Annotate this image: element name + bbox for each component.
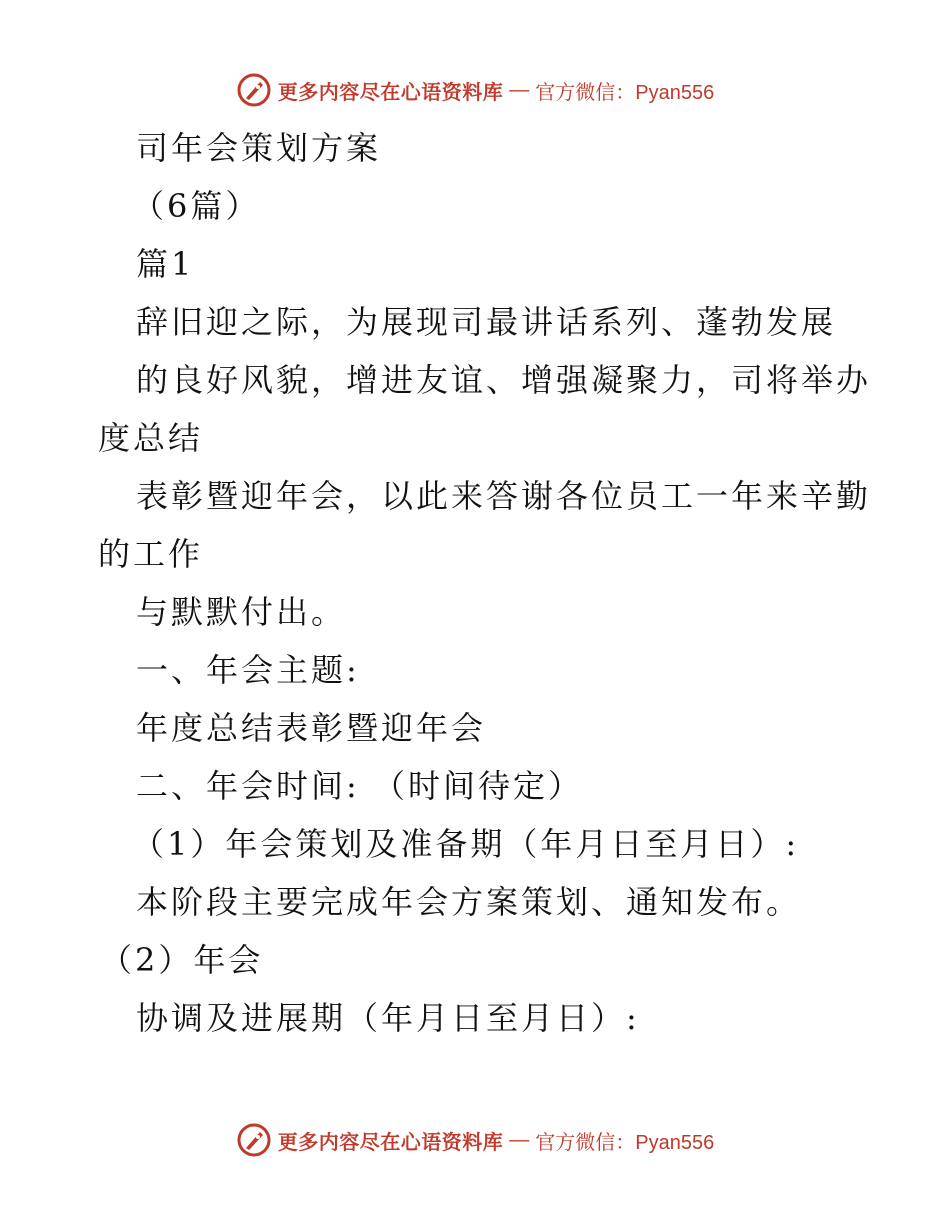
paragraph-line: 本阶段主要完成年会方案策划、通知发布。 — [136, 883, 802, 921]
pen-nib-logo-icon — [236, 72, 272, 108]
watermark-site-text: 更多内容尽在心语资料库 — [277, 1129, 504, 1154]
paragraph-line: （2）年会 — [100, 941, 264, 979]
footer-watermark — [0, 1120, 950, 1160]
paragraph-line: 协调及进展期（年月日至月日）: — [136, 999, 640, 1037]
watermark-dash: — — [509, 78, 530, 101]
paragraph-line: 表彰暨迎年会，以此来答谢各位员工一年来辛勤 — [136, 477, 872, 515]
watermark-dash: — — [509, 1128, 530, 1151]
paragraph-line: 辞旧迎之际，为展现司最讲话系列、蓬勃发展 — [136, 303, 837, 341]
watermark-contact-text: 官方微信：Pyan556 — [535, 81, 715, 104]
watermark-contact-text: 官方微信：Pyan556 — [535, 1131, 715, 1154]
pen-nib-logo-icon — [236, 1122, 272, 1158]
paragraph-line: 的良好风貌，增进友谊、增强凝聚力，司将举办 — [136, 361, 872, 399]
subheading-line: 二、年会时间: （时间待定） — [136, 767, 583, 805]
watermark-site-text: 更多内容尽在心语资料库 — [277, 79, 504, 104]
paragraph-line: 年度总结表彰暨迎年会 — [136, 709, 487, 747]
paragraph-line: 的工作 — [98, 535, 204, 573]
paragraph-line: 度总结 — [98, 419, 204, 457]
document-count-line: （6篇） — [132, 187, 261, 225]
subheading-line: 一、年会主题: — [136, 651, 360, 689]
header-watermark — [0, 70, 950, 110]
paragraph-line: 与默默付出。 — [136, 593, 347, 631]
section-heading-line: 篇1 — [136, 245, 195, 283]
document-title-line: 司年会策划方案 — [136, 129, 382, 167]
paragraph-line: （1）年会策划及准备期（年月日至月日）: — [132, 825, 800, 863]
